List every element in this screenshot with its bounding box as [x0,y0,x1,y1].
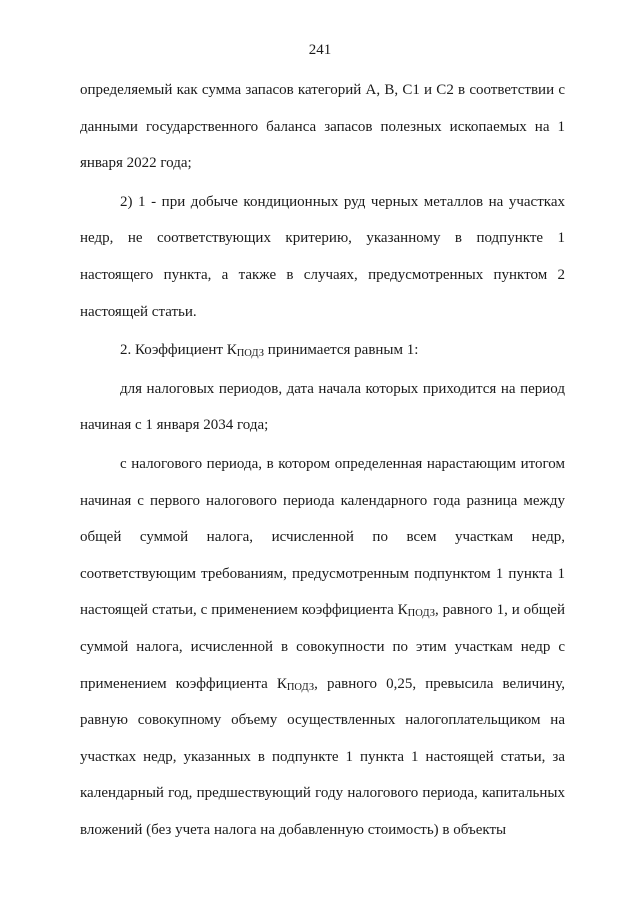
coefficient-text-after: принимается равным 1: [264,342,419,359]
paragraph-item-2-ferrous-ores: 2) 1 - при добыче кондиционных руд черных металлов на участках недр, не соответствующих критерию, указанному в подпункте 1 настоящего пункта, а также в случаях, предусмотренных пунктом 2 настоящей статьи. [80,193,565,320]
paragraph-balance-reserves: определяемый как сумма запасов категорий A, B, C1 и C2 в соответствии с данными государственного баланса запасов полезных ископаемых на 1 января 2022 года; [80,82,565,172]
paragraph-tax-period-difference [80,446,565,849]
difference-text-part-3: , равного 0,25, превысила величину, равную совокупному объему осуществленных налогоплательщиком на участках недр, указанных в подпункте 1 пункта 1 настоящей статьи, за календарный год, предшествующий году налогового периода, капитальных вложений (без учета налога на добавленную стоимость) в объекты [80,675,565,838]
coefficient-text-before: 2. Коэффициент К [120,342,237,359]
document-body [80,72,565,848]
coefficient-subscript: ПОДЗ [236,348,265,360]
difference-text-part-2: , равного 1, и общей суммой налога, исчисленной в совокупности по этим участкам недр с применением коэффициента К [80,602,565,692]
difference-text-part-1: с налогового периода, в котором определенная нарастающим итогом начиная с первого налогового периода календарного года разница между общей суммой налога, исчисленной по всем участкам недр, соответствующим требованиям, предусмотренным подпунктом 1 пункта 1 настоящей статьи, с применением коэффициента К [80,455,565,619]
paragraph-tax-periods-2034: для налоговых периодов, дата начала которых приходится на период начиная с 1 января 2034 года; [80,380,565,434]
difference-subscript-2: ПОДЗ [286,681,315,693]
difference-subscript-1: ПОДЗ [407,608,435,620]
paragraph-coefficient-equals-one [80,332,565,369]
page-number: 241 [308,42,332,58]
